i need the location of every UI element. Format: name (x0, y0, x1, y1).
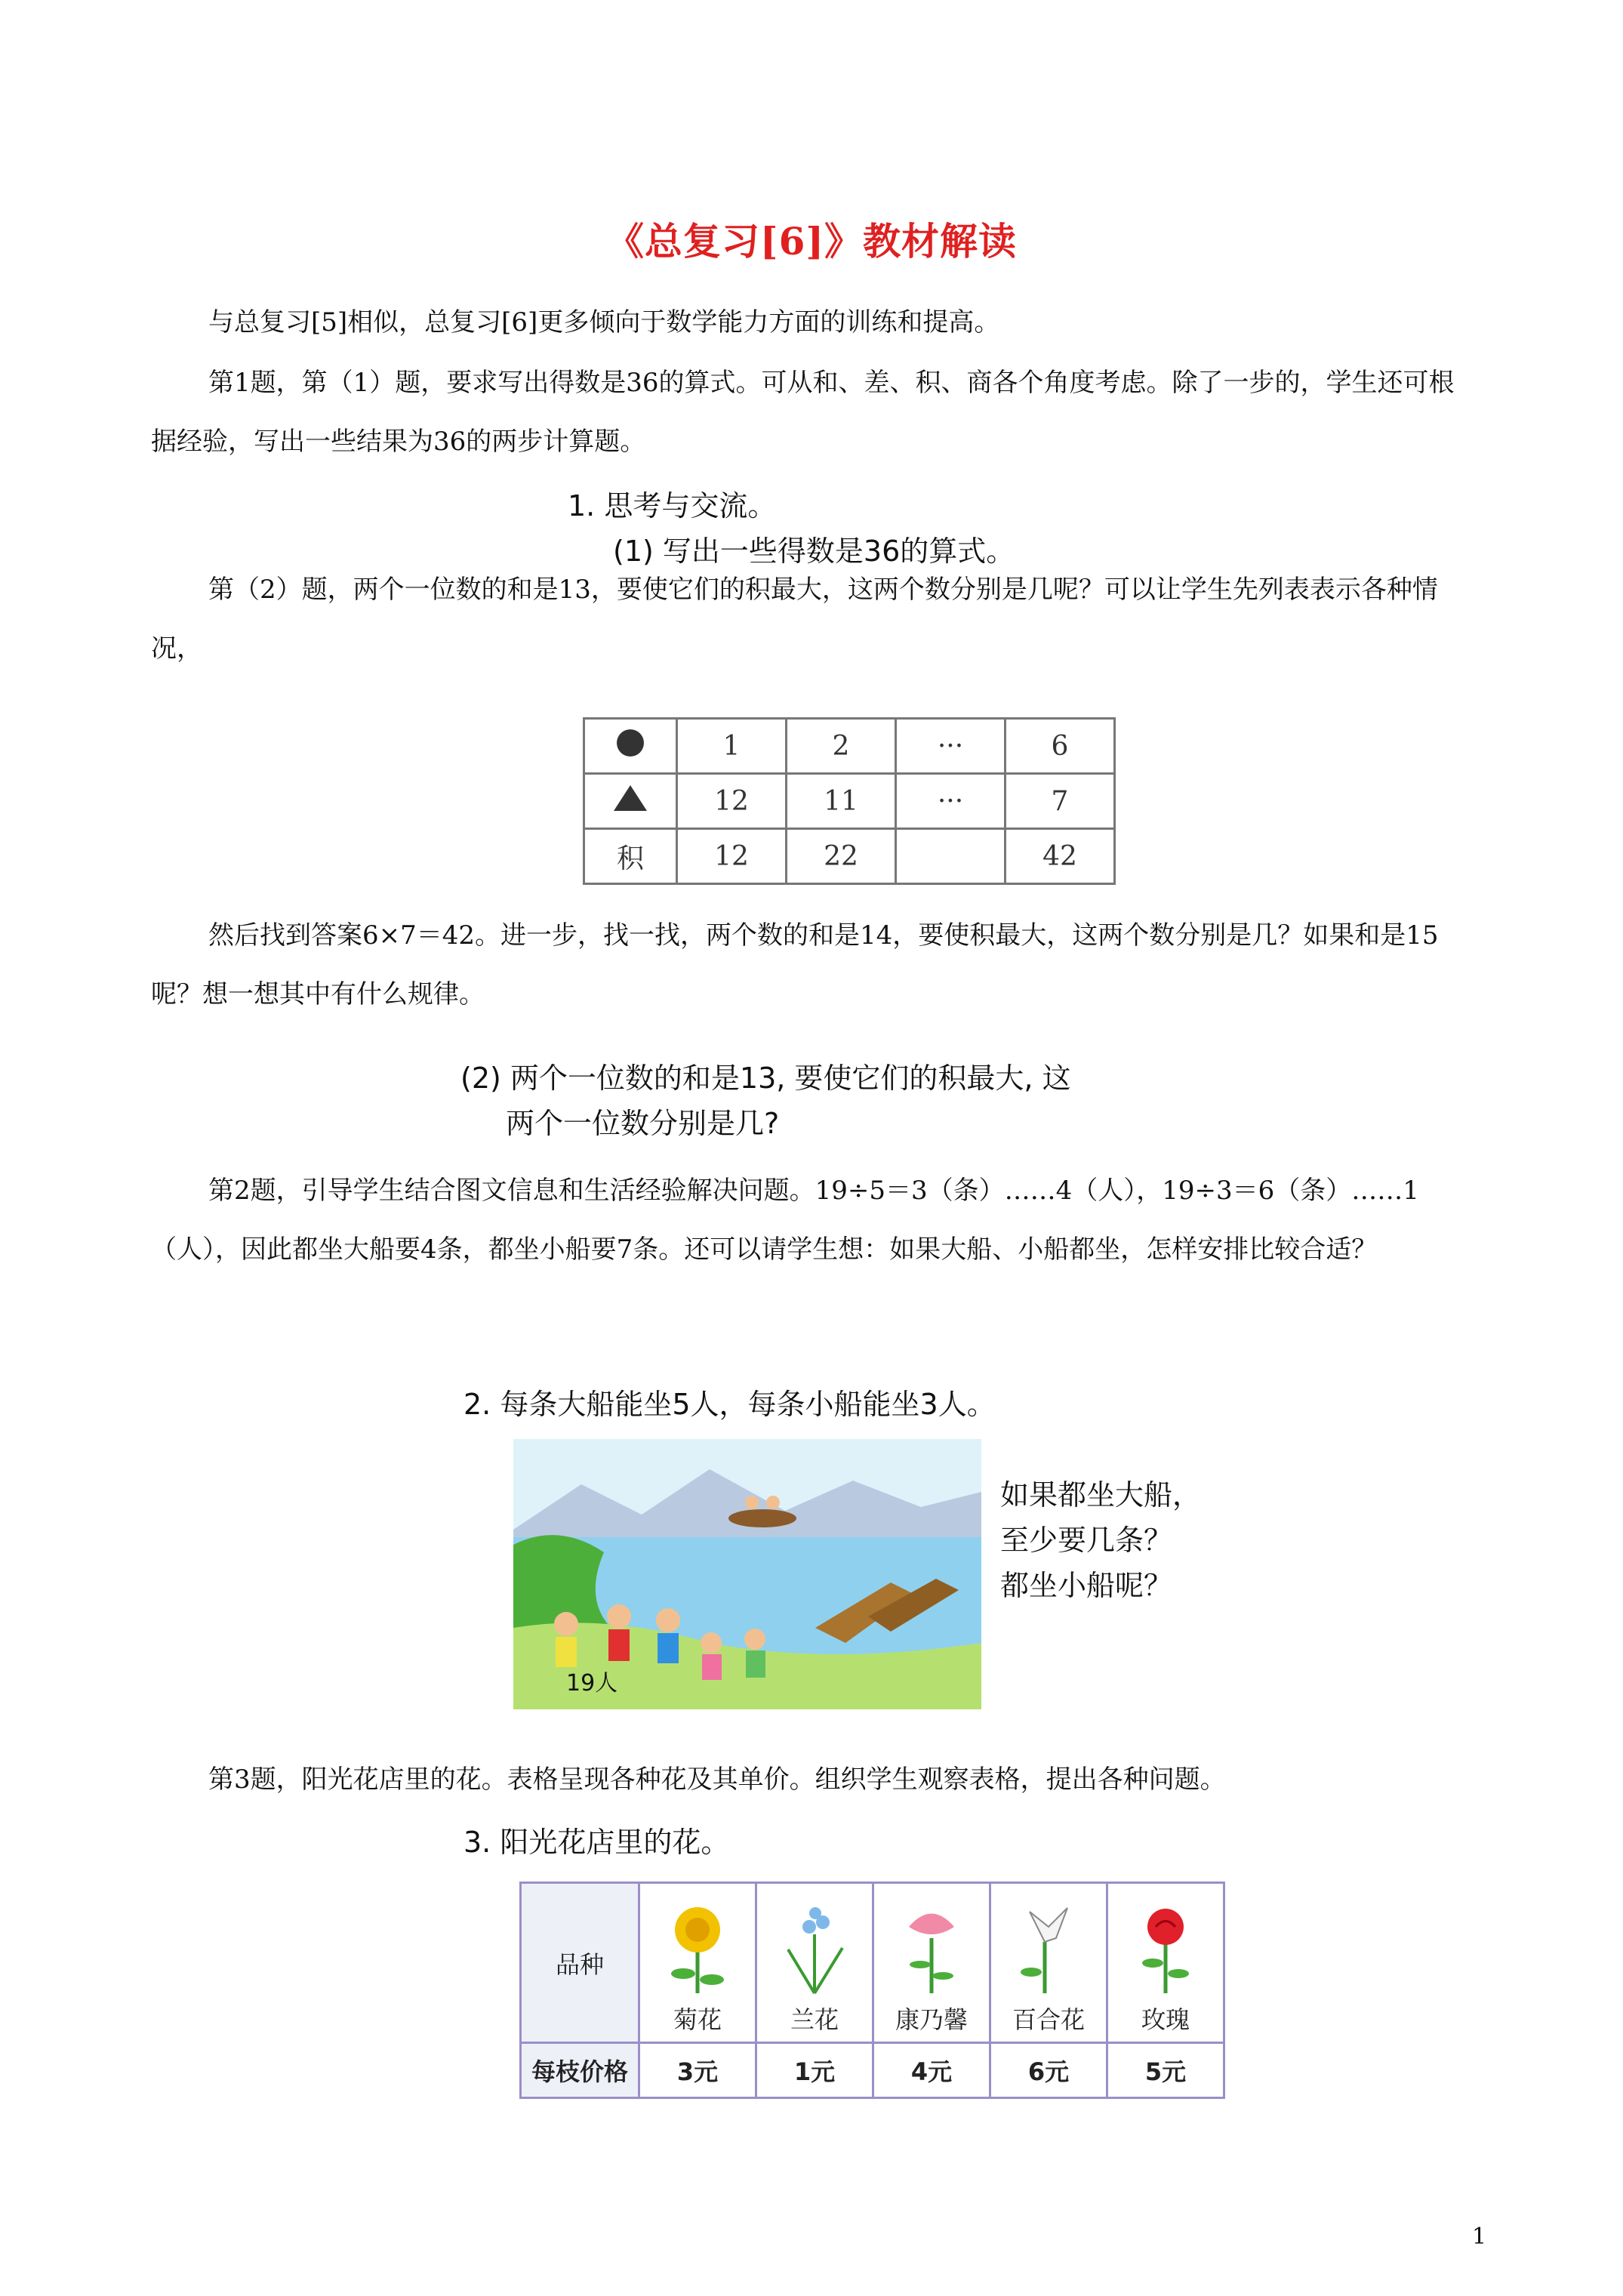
triangle-icon (614, 785, 647, 811)
price-cell: 1元 (756, 2043, 873, 2098)
carnation-icon (890, 1904, 973, 1995)
table-cell: 1 (677, 719, 787, 774)
flower-price-table (519, 1881, 1225, 2099)
flower-name: 玫瑰 (1141, 2005, 1190, 2034)
price-cell: 5元 (1107, 2043, 1224, 2098)
table-cell: 22 (787, 829, 896, 884)
table-cell: 12 (677, 829, 787, 884)
fig2-line1: (2) 两个一位数的和是13, 要使它们的积最大, 这 (460, 1062, 1071, 1095)
page-number: 1 (1472, 2224, 1487, 2250)
people-count-label: 19人 (566, 1670, 618, 1697)
rose-icon (1124, 1904, 1207, 1995)
chrysanthemum-icon (656, 1904, 739, 1995)
intro-text: 与总复习[5]相似，总复习[6]更多倾向于数学能力方面的训练和提高。 (208, 307, 1000, 337)
table-cell: 7 (1006, 774, 1115, 829)
flower-cell (873, 1883, 990, 2043)
q2-text: 第2题，引导学生结合图文信息和生活经验解决问题。19÷5＝3（条）……4（人），19÷3＝6（条）……1（人），因此都坐大船要4条，都坐小船要7条。还可以请学生想：如果大船、小船都坐，怎样安排比较合适？ (151, 1176, 1419, 1265)
fig2-line2: 两个一位数分别是几? (506, 1107, 780, 1140)
flower-name: 康乃馨 (895, 2005, 968, 2034)
q1-2-paragraph (151, 560, 1480, 678)
lily-icon (1007, 1904, 1090, 1995)
table-row (521, 1883, 1224, 2043)
flower-cell (756, 1883, 873, 2043)
q1-text: 第1题，第（1）题，要求写出得数是36的算式。可从和、差、积、商各个角度考虑。除了一步的，学生还可根据经验，写出一些结果为36的两步计算题。 (151, 368, 1455, 457)
table-cell: 11 (787, 774, 896, 829)
table-cell (896, 829, 1006, 884)
fig1-line1: 1. 思考与交流。 (568, 489, 777, 522)
table-row (584, 829, 1115, 884)
table-cell: ··· (896, 774, 1006, 829)
table-row (584, 719, 1115, 774)
price-label: 每枝价格 (521, 2043, 639, 2098)
q1-3-text: 然后找到答案6×7＝42。进一步，找一找，两个数的和是14，要使积最大，这两个数分别是几？如果和是15呢？想一想其中有什么规律。 (151, 920, 1439, 1009)
q1-2-text: 第（2）题，两个一位数的和是13，要使它们的积最大，这两个数分别是几呢？可以让学生先列表表示各种情况， (151, 575, 1438, 664)
table-cell: 2 (787, 719, 896, 774)
fig4-heading: 3. 阳光花店里的花。 (463, 1826, 730, 1859)
table-row (584, 774, 1115, 829)
flower-cell (639, 1883, 756, 2043)
table-cell: 12 (677, 774, 787, 829)
price-cell: 3元 (639, 2043, 756, 2098)
price-cell: 4元 (873, 2043, 990, 2098)
intro-paragraph (151, 293, 1480, 352)
bubble-line: 如果都坐大船， (1000, 1478, 1202, 1512)
price-cell: 6元 (990, 2043, 1107, 2098)
fig2-problem (460, 1056, 1071, 1146)
bubble-line: 都坐小船呢？ (1000, 1569, 1173, 1602)
q1-paragraph (151, 353, 1480, 471)
fig1-line2: (1) 写出一些得数是36的算式。 (613, 535, 1015, 568)
product-label: 积 (584, 829, 677, 884)
q1-3-paragraph (151, 906, 1480, 1024)
q2-paragraph (151, 1161, 1480, 1279)
orchid-icon (773, 1904, 856, 1995)
bubble-line: 至少要几条？ (1000, 1524, 1173, 1557)
table-cell: 42 (1006, 829, 1115, 884)
table-cell: ··· (896, 719, 1006, 774)
q3-text: 第3题，阳光花店里的花。表格呈现各种花及其单价。组织学生观察表格，提出各种问题。 (208, 1764, 1226, 1795)
page-title: 《总复习[6]》教材解读 (605, 219, 1018, 264)
kind-label: 品种 (521, 1883, 639, 2043)
flower-name: 兰花 (790, 2005, 839, 2034)
flower-name: 百合花 (1012, 2005, 1085, 2034)
flower-cell (1107, 1883, 1224, 2043)
flower-name: 菊花 (673, 2005, 722, 2034)
table-row (521, 2043, 1224, 2098)
sum-product-table (583, 717, 1116, 885)
speech-bubble (1000, 1472, 1201, 1608)
table-cell: 6 (1006, 719, 1115, 774)
q3-paragraph (151, 1750, 1480, 1809)
flower-cell (990, 1883, 1107, 2043)
circle-icon (617, 729, 644, 757)
fig3-heading: 2. 每条大船能坐5人，每条小船能坐3人。 (463, 1388, 996, 1421)
